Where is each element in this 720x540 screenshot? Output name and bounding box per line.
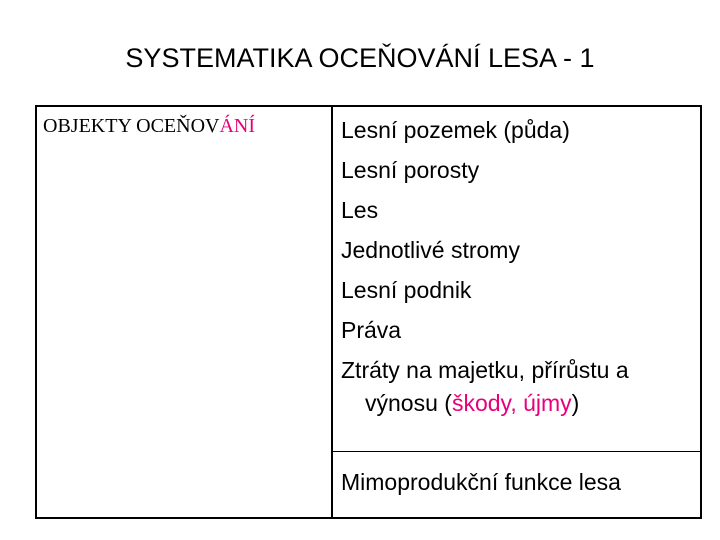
objects-list-cell [333, 107, 700, 452]
left-cell [37, 107, 333, 517]
objects-label-main: OBJEKTY OCEŇOV [43, 115, 220, 137]
content-table [35, 105, 702, 519]
list-item: Práva [341, 317, 402, 343]
list-item: Lesní porosty [341, 157, 480, 183]
non-production-cell [333, 452, 700, 517]
non-production-functions: Mimoprodukční funkce lesa [341, 469, 621, 495]
list-item: Lesní podnik [341, 277, 472, 303]
losses-line-2 [341, 384, 696, 422]
list-item: Les [341, 197, 379, 223]
losses-highlight: škody, újmy [451, 390, 572, 416]
list-item-losses [341, 350, 696, 422]
objects-label [43, 114, 255, 138]
slide-title: SYSTEMATIKA OCEŇOVÁNÍ LESA - 1 [125, 43, 595, 73]
losses-line-1: Ztráty na majetku, přírůstu a [341, 357, 629, 383]
losses-line-2-prefix: výnosu ( [365, 390, 452, 416]
list-item: Lesní pozemek (půda) [341, 117, 570, 143]
list-item: Jednotlivé stromy [341, 237, 520, 263]
objects-label-accent: ÁNÍ [219, 115, 256, 137]
objects-list [341, 110, 696, 422]
losses-line-2-suffix: ) [571, 390, 580, 416]
